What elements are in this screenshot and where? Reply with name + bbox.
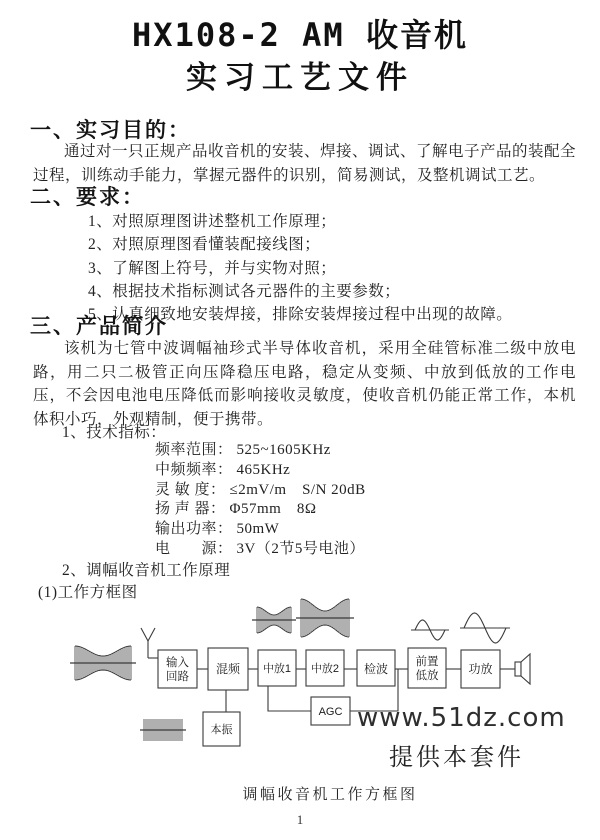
section-heading-requirements: 二、要求： bbox=[30, 186, 145, 209]
requirement-item: 2、对照原理图看懂装配接线图； bbox=[88, 236, 321, 254]
spec-row bbox=[155, 481, 366, 501]
spec-row bbox=[155, 441, 366, 461]
product-paragraph: 该机为七管中波调幅袖珍式半导体收音机，采用全硅管标准二级中放电路，用二只二极管正向压降稳压电路，稳定从变频、中放到低放的工作电压，不会因电池电压降低而影响接收灵敏度，使收音机仍能正常工作，本机体积小巧，外观精制，便于携带。 bbox=[33, 340, 576, 428]
spec-value: 50mW bbox=[236, 521, 280, 538]
spec-label: 灵 敏 度： bbox=[155, 481, 226, 498]
diagram-heading: (1)工作方框图 bbox=[38, 584, 138, 601]
block-pre-amp-label: 前置 bbox=[415, 656, 439, 668]
block-detector-label: 检波 bbox=[363, 662, 389, 676]
agc-input-line bbox=[268, 686, 311, 711]
spec-value: 525~1605KHz bbox=[236, 442, 331, 458]
block-mixer-label: 混频 bbox=[215, 662, 241, 676]
requirement-item: 4、根据技术指标测试各元器件的主要参数； bbox=[88, 282, 401, 300]
antenna-icon bbox=[141, 628, 158, 658]
block-pre-amp-label: 低放 bbox=[415, 670, 439, 682]
sine-waveform-icon bbox=[411, 620, 449, 640]
spec-value: 465KHz bbox=[236, 461, 291, 478]
page-number: 1 bbox=[296, 812, 304, 827]
spec-row bbox=[155, 520, 366, 540]
block-if-amp2-label: 中放2 bbox=[310, 663, 340, 675]
section-heading-purpose: 一、实习目的： bbox=[30, 119, 191, 142]
block-if-amp1-label: 中放1 bbox=[262, 663, 292, 675]
am-waveform-icon bbox=[70, 646, 136, 680]
principle-heading: 2、调幅收音机工作原理 bbox=[62, 562, 231, 579]
spec-label: 中频频率： bbox=[155, 461, 233, 478]
am-waveform-icon bbox=[252, 607, 296, 633]
watermark-tagline: 提供本套件 bbox=[389, 743, 524, 771]
am-waveform-icon bbox=[296, 599, 354, 637]
sine-waveform-icon bbox=[460, 613, 510, 643]
watermark-url: www.51dz.com bbox=[357, 703, 566, 733]
block-input-circuit-label: 回路 bbox=[166, 671, 189, 683]
block-pre-amp bbox=[408, 648, 446, 688]
block-agc-label: AGC bbox=[318, 706, 343, 718]
speaker-icon bbox=[515, 654, 530, 684]
block-power-amp-label: 功放 bbox=[468, 662, 493, 676]
spec-row bbox=[155, 461, 366, 481]
spec-label: 频率范围： bbox=[155, 442, 233, 458]
section-heading-product: 三、产品简介 bbox=[30, 315, 168, 338]
spec-row bbox=[155, 540, 366, 560]
block-local-osc-label: 本振 bbox=[210, 724, 233, 736]
spec-label: 输出功率： bbox=[155, 521, 233, 538]
spec-label: 电 源： bbox=[155, 540, 233, 557]
purpose-paragraph: 通过对一只正规产品收音机的安装、焊接、调试、了解电子产品的装配全过程，训练动手能力，掌握元器件的识别，简易测试，及整机调试工艺。 bbox=[33, 143, 577, 184]
spec-value: Φ57mm 8Ω bbox=[229, 501, 317, 518]
requirements-list bbox=[88, 210, 512, 326]
carrier-waveform-icon bbox=[140, 719, 186, 741]
document-subtitle: 实习工艺文件 bbox=[186, 60, 414, 96]
diagram-caption: 调幅收音机工作方框图 bbox=[242, 787, 418, 803]
spec-value: ≤2mV/m S/N 20dB bbox=[229, 481, 366, 498]
spec-value: 3V（2节5号电池） bbox=[236, 540, 365, 557]
spec-row bbox=[155, 500, 366, 520]
block-input-circuit-label: 输入 bbox=[166, 657, 189, 669]
requirement-item: 1、对照原理图讲述整机工作原理； bbox=[88, 213, 337, 230]
requirement-item: 5、认真细致地安装焊接，排除安装焊接过程中出现的故障。 bbox=[88, 306, 513, 324]
requirement-item: 3、了解图上符号，并与实物对照； bbox=[88, 259, 337, 277]
specs-list bbox=[155, 441, 366, 560]
specs-heading: 1、技术指标： bbox=[62, 424, 167, 441]
spec-label: 扬 声 器： bbox=[155, 501, 226, 518]
document-title: HX108-2 AM 收音机 bbox=[132, 16, 468, 54]
